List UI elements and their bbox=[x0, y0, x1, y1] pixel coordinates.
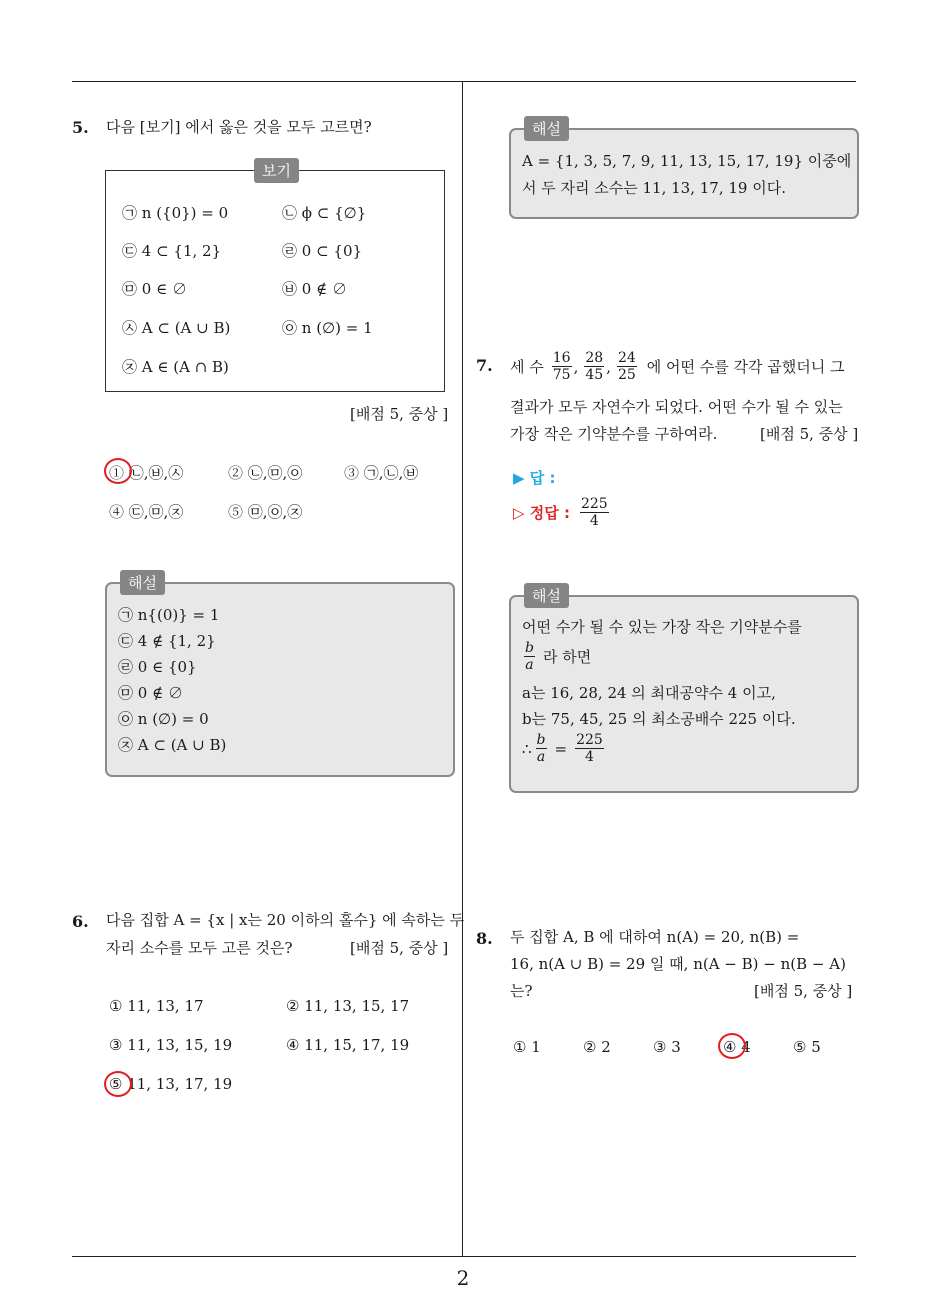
q6-choice-5[interactable]: ⑤ 11, 13, 17, 19 bbox=[109, 1075, 233, 1093]
q6-choice-1[interactable]: ① 11, 13, 17 bbox=[109, 997, 204, 1015]
q7-prefix: 세 수 bbox=[510, 358, 544, 376]
q8-question-line3: 는? bbox=[510, 982, 533, 1000]
bogi-item: ㉨ A ∈ (A ∩ B) bbox=[122, 358, 229, 376]
q6-question-line1: 다음 집합 A = {x | x는 20 이하의 홀수} 에 속하는 두 bbox=[106, 911, 465, 929]
equals-sign: = bbox=[554, 739, 568, 758]
fraction-numerator: 24 bbox=[617, 350, 636, 366]
q7-fraction-2 bbox=[584, 350, 604, 383]
q6-choice-4[interactable]: ④ 11, 15, 17, 19 bbox=[286, 1036, 410, 1054]
q5-solution-line: ㉠ n{(0)} = 1 bbox=[118, 606, 220, 624]
q7-question-line1: 세 수 $\frac{16}{75}$ , $\frac{28}{45}$ , $\frac{24}{25}$ 에 어떤 수를 각각 곱했더니 그 bbox=[510, 350, 845, 383]
bogi-item: ㉠ n ({0}) = 0 bbox=[122, 204, 229, 222]
q7-number: 7. bbox=[476, 356, 493, 375]
fraction-denominator: 45 bbox=[585, 367, 604, 383]
q7-correct-answer bbox=[513, 496, 611, 529]
answer-circle-mark bbox=[104, 458, 132, 484]
q5-solution-label: 해설 bbox=[120, 570, 165, 595]
q5-choice-2[interactable]: ② ㉡,㉤,㉧ bbox=[228, 464, 303, 482]
bogi-item: ㉤ 0 ∈ ∅ bbox=[122, 280, 187, 298]
bogi-item: ㉧ n (∅) = 1 bbox=[282, 319, 373, 337]
answer-circle-mark bbox=[104, 1071, 132, 1097]
q8-question-line1: 두 집합 A, B 에 대하여 n(A) = 20, n(B) = bbox=[510, 928, 800, 946]
q5-score: [배점 5, 중상 ] bbox=[350, 405, 449, 423]
q5-choice-4[interactable]: ④ ㉢,㉤,㉨ bbox=[109, 503, 184, 521]
bogi-item: ㉣ 0 ⊂ {0} bbox=[282, 242, 363, 260]
q7-solution-line5 bbox=[522, 732, 606, 765]
fraction-denominator: a bbox=[536, 749, 546, 765]
fraction-denominator: 4 bbox=[589, 513, 599, 529]
q6-question-line2: 자리 소수를 모두 고른 것은? bbox=[106, 939, 293, 957]
q7-fraction-3 bbox=[617, 350, 637, 383]
page-number: 2 bbox=[456, 1266, 470, 1290]
q5-choice-3[interactable]: ③ ㉠,㉡,㉥ bbox=[344, 464, 419, 482]
q7-question-line3: 가장 작은 기약분수를 구하여라. bbox=[510, 425, 718, 443]
fraction-numerator: 28 bbox=[585, 350, 604, 366]
q5-solution-line: ㉨ A ⊂ (A ∪ B) bbox=[118, 736, 227, 754]
q7-solution-fraction-ba bbox=[536, 732, 547, 765]
q5-number: 5. bbox=[72, 118, 89, 137]
fraction-denominator: 25 bbox=[617, 367, 636, 383]
top-rule bbox=[72, 81, 856, 82]
fraction-numerator: 225 bbox=[576, 732, 603, 748]
therefore-symbol: ∴ bbox=[522, 739, 532, 758]
q8-score: [배점 5, 중상 ] bbox=[754, 982, 853, 1000]
q5-solution-line: ㉤ 0 ∉ ∅ bbox=[118, 684, 183, 702]
q6-choice-2[interactable]: ② 11, 13, 15, 17 bbox=[286, 997, 410, 1015]
q6-solution-line1: A = {1, 3, 5, 7, 9, 11, 13, 15, 17, 19} 이중에 bbox=[522, 152, 852, 170]
q5-choice-1[interactable]: ① ㉡,㉥,㉦ bbox=[109, 464, 184, 482]
fraction-denominator: 75 bbox=[552, 367, 571, 383]
q8-number: 8. bbox=[476, 929, 493, 948]
q7-answer-label: ▶ 답 : bbox=[513, 469, 556, 487]
bogi-item: ㉥ 0 ∉ ∅ bbox=[282, 280, 347, 298]
bogi-item: ㉦ A ⊂ (A ∪ B) bbox=[122, 319, 231, 337]
q8-choice-4[interactable]: ④ 4 bbox=[723, 1038, 751, 1056]
q7-score: [배점 5, 중상 ] bbox=[760, 425, 859, 443]
fraction-numerator: b bbox=[536, 732, 546, 748]
q6-solution-line2: 서 두 자리 소수는 11, 13, 17, 19 이다. bbox=[522, 179, 786, 197]
bogi-item: ㉡ ϕ ⊂ {∅} bbox=[282, 204, 367, 222]
q6-solution-box bbox=[509, 128, 859, 219]
q8-choice-2[interactable]: ② 2 bbox=[583, 1038, 611, 1056]
q7-suffix: 에 어떤 수를 각각 곱했더니 그 bbox=[646, 358, 845, 376]
fraction-denominator: 4 bbox=[585, 749, 594, 765]
q7-fraction-1 bbox=[552, 350, 572, 383]
q7-solution-line1: 어떤 수가 될 수 있는 가장 작은 기약분수를 bbox=[522, 618, 802, 636]
q7-solution-line4: b는 75, 45, 25 의 최소공배수 225 이다. bbox=[522, 710, 796, 728]
q5-choice-5[interactable]: ⑤ ㉤,㉧,㉨ bbox=[228, 503, 303, 521]
fraction-denominator: a bbox=[525, 657, 534, 673]
bottom-rule bbox=[72, 1256, 856, 1257]
column-divider bbox=[462, 81, 463, 1257]
q6-choice-3[interactable]: ③ 11, 13, 15, 19 bbox=[109, 1036, 233, 1054]
q6-solution-label: 해설 bbox=[524, 116, 569, 141]
q7-solution-text: 라 하면 bbox=[542, 648, 592, 666]
q6-number: 6. bbox=[72, 912, 89, 931]
q5-solution-line: ㉧ n (∅) = 0 bbox=[118, 710, 209, 728]
q7-solution-fraction bbox=[524, 640, 535, 673]
q5-solution-line: ㉢ 4 ∉ {1, 2} bbox=[118, 632, 216, 650]
fraction-numerator: 225 bbox=[580, 496, 608, 512]
q7-correct-fraction bbox=[580, 496, 609, 529]
q8-choice-1[interactable]: ① 1 bbox=[513, 1038, 541, 1056]
q8-question-line2: 16, n(A ∪ B) = 29 일 때, n(A − B) − n(B − A) bbox=[510, 955, 846, 973]
q7-solution-line2 bbox=[522, 640, 591, 673]
answer-circle-mark bbox=[718, 1033, 746, 1059]
q8-choice-5[interactable]: ⑤ 5 bbox=[793, 1038, 821, 1056]
q6-score: [배점 5, 중상 ] bbox=[350, 939, 449, 957]
bogi-label: 보기 bbox=[254, 158, 299, 183]
q7-solution-line3: a는 16, 28, 24 의 최대공약수 4 이고, bbox=[522, 684, 776, 702]
q5-solution-line: ㉣ 0 ∈ {0} bbox=[118, 658, 197, 676]
fraction-numerator: b bbox=[525, 640, 534, 656]
fraction-numerator: 16 bbox=[552, 350, 571, 366]
q7-correct-label: ▷ 정답 : bbox=[513, 504, 570, 522]
q7-question-line2: 결과가 모두 자연수가 되었다. 어떤 수가 될 수 있는 bbox=[510, 398, 843, 416]
q8-choice-3[interactable]: ③ 3 bbox=[653, 1038, 681, 1056]
q7-solution-label: 해설 bbox=[524, 583, 569, 608]
q7-solution-fraction-result bbox=[575, 732, 604, 765]
bogi-item: ㉢ 4 ⊂ {1, 2} bbox=[122, 242, 222, 260]
q5-question-text: 다음 [보기] 에서 옳은 것을 모두 고르면? bbox=[106, 118, 372, 136]
